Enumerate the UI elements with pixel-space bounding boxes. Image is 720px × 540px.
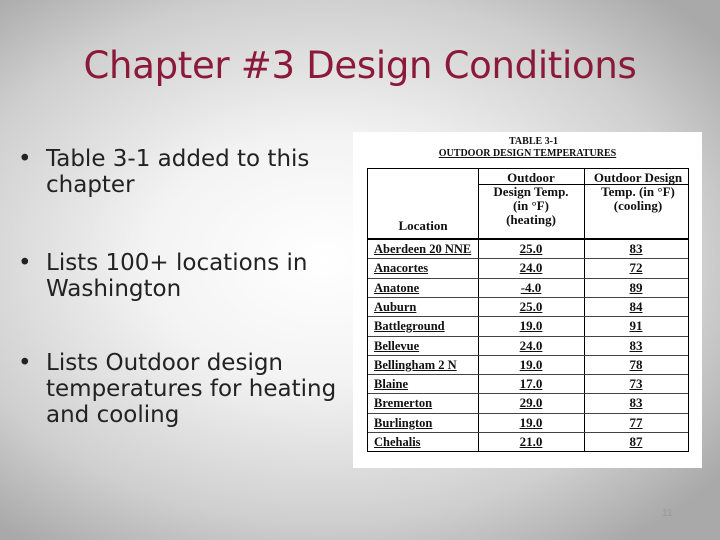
cell-location: Chehalis	[374, 435, 421, 449]
table-row	[368, 297, 688, 316]
cell-cooling: 77	[629, 414, 643, 430]
slide-number: 11	[662, 508, 673, 519]
cell-cooling: 84	[629, 298, 643, 314]
cell-location: Blaine	[374, 377, 409, 392]
cell-location: Anatone	[374, 280, 420, 295]
cell-heating: 24.0	[519, 260, 543, 276]
cell-cooling: 73	[629, 376, 643, 392]
bullet-glyph: •	[18, 146, 32, 172]
bullet-glyph: •	[18, 250, 32, 276]
table-row	[368, 413, 688, 432]
cell-heating: -4.0	[520, 279, 542, 295]
bullet-item	[18, 350, 363, 428]
cell-location: Aberdeen 20 NNE	[374, 242, 472, 256]
cell-heating: 21.0	[519, 434, 543, 449]
cell-heating: 17.0	[519, 376, 543, 392]
cell-heating: 29.0	[519, 395, 543, 411]
cell-location: Anacortes	[374, 261, 429, 276]
header-heating: Outdoor Design Temp. (in °F) (heating)	[493, 170, 569, 227]
cell-location: Battleground	[374, 319, 445, 334]
table-caption-number: TABLE 3-1	[509, 136, 558, 147]
cell-cooling: 83	[629, 337, 643, 353]
table-row	[368, 239, 688, 258]
cell-cooling: 87	[629, 434, 643, 449]
cell-heating: 19.0	[519, 414, 543, 430]
cell-cooling: 89	[629, 279, 643, 295]
page-title: Chapter #3 Design Conditions	[83, 44, 637, 87]
cell-cooling: 83	[629, 395, 643, 411]
bullet-text: Lists 100+ locations in Washington	[46, 250, 308, 302]
header-cooling: Outdoor Design Temp. (in °F) (cooling)	[593, 170, 683, 213]
bullet-text: Lists Outdoor design temperatures for heating and cooling	[46, 350, 337, 428]
cell-cooling: 91	[629, 318, 643, 334]
table-row	[368, 355, 688, 374]
cell-location: Bremerton	[374, 396, 433, 411]
cell-heating: 25.0	[519, 241, 543, 256]
table-row	[368, 278, 688, 297]
cell-location: Burlington	[374, 415, 433, 430]
table-row	[368, 258, 688, 277]
cell-cooling: 78	[629, 356, 643, 372]
cell-heating: 24.0	[519, 337, 543, 353]
bullet-glyph: •	[18, 350, 32, 376]
bullet-item	[18, 250, 363, 302]
bullet-item	[18, 146, 363, 198]
cell-heating: 19.0	[519, 318, 543, 334]
cell-location: Auburn	[374, 299, 417, 314]
cell-location: Bellevue	[374, 338, 420, 353]
table-caption	[353, 136, 702, 160]
table-row	[368, 316, 688, 335]
header-location: Location	[398, 218, 448, 233]
cell-location: Bellingham 2 N	[374, 357, 457, 372]
cell-heating: 19.0	[519, 356, 543, 372]
cell-heating: 25.0	[519, 298, 543, 314]
cell-cooling: 72	[629, 260, 643, 276]
table-image	[353, 132, 702, 468]
table-row	[368, 374, 688, 393]
table-row	[368, 336, 688, 355]
table-row	[368, 393, 688, 412]
table-caption-title: OUTDOOR DESIGN TEMPERATURES	[438, 148, 617, 159]
design-temperature-table	[367, 168, 689, 452]
table-row	[368, 432, 688, 451]
cell-cooling: 83	[629, 241, 643, 256]
bullet-text: Table 3-1 added to this chapter	[46, 146, 310, 198]
